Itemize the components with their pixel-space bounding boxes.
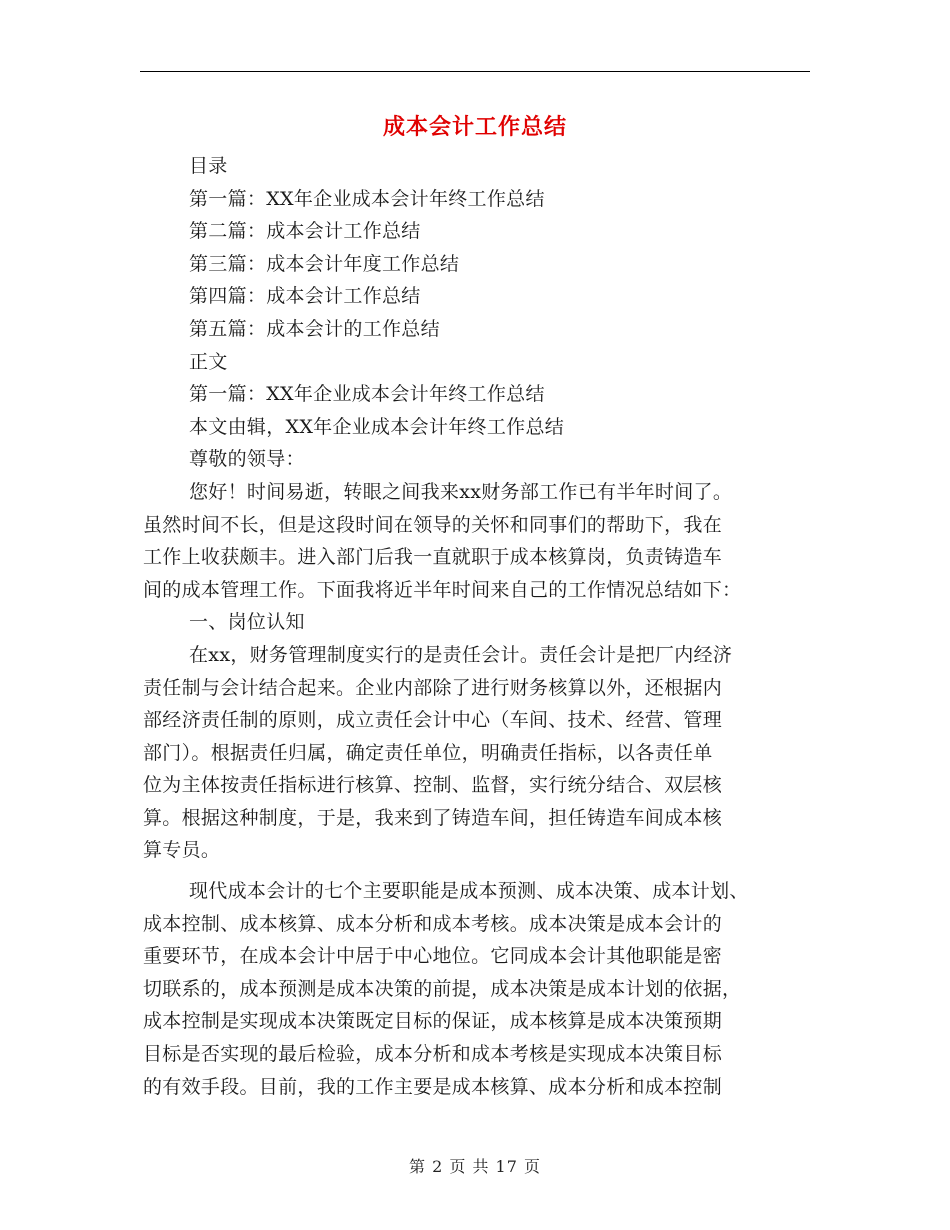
- paragraph-line: 在xx，财务管理制度实行的是责任会计。责任会计是把厂内经济: [189, 643, 733, 666]
- paragraph-line: 现代成本会计的七个主要职能是成本预测、成本决策、成本计划、: [189, 880, 749, 903]
- salutation: 尊敬的领导：: [189, 448, 305, 471]
- paragraph-line: 的有效手段。目前，我的工作主要是成本核算、成本分析和成本控制: [143, 1075, 723, 1098]
- section-heading: 一、岗位认知: [189, 611, 305, 634]
- paragraph-line: 算。根据这种制度，于是，我来到了铸造车间，担任铸造车间成本核: [143, 806, 723, 829]
- toc-item: 第二篇：成本会计工作总结: [189, 220, 421, 243]
- document-title: 成本会计工作总结: [382, 115, 567, 140]
- toc-item: 第四篇：成本会计工作总结: [189, 285, 421, 308]
- paragraph-line: 重要环节，在成本会计中居于中心地位。它同成本会计其他职能是密: [143, 945, 723, 968]
- intro-line: 本文由辑，XX年企业成本会计年终工作总结: [189, 415, 565, 438]
- paragraph-line: 部门）。根据责任归属，确定责任单位，明确责任指标，以各责任单: [143, 741, 713, 764]
- paragraph-line: 目标是否实现的最后检验，成本分析和成本考核是实现成本决策目标: [143, 1043, 723, 1066]
- paragraph-line: 成本控制是实现成本决策既定目标的保证，成本核算是成本决策预期: [143, 1010, 723, 1033]
- toc-heading: 目录: [189, 155, 228, 177]
- body-heading: 正文: [189, 350, 228, 373]
- paragraph-line: 成本控制、成本核算、成本分析和成本考核。成本决策是成本会计的: [143, 912, 723, 935]
- header-rule: [140, 71, 810, 72]
- paragraph-line: 算专员。: [143, 839, 221, 862]
- paragraph-gap: [143, 867, 815, 875]
- paragraph-line: 切联系的，成本预测是成本决策的前提，成本决策是成本计划的依据，: [143, 977, 742, 1000]
- paragraph-line: 工作上收获颇丰。进入部门后我一直就职于成本核算岗，负责铸造车: [143, 546, 723, 569]
- paragraph-line: 间的成本管理工作。下面我将近半年时间来自己的工作情况总结如下：: [143, 578, 742, 601]
- paragraph-line: 部经济责任制的原则，成立责任会计中心（车间、技术、经营、管理: [143, 709, 723, 732]
- paragraph-line: 您好！时间易逝，转眼之间我来xx财务部工作已有半年时间了。: [189, 480, 733, 503]
- toc-item: 第三篇：成本会计年度工作总结: [189, 252, 460, 275]
- article-title: 第一篇：XX年企业成本会计年终工作总结: [189, 383, 545, 406]
- paragraph-line: 位为主体按责任指标进行核算、控制、监督，实行统分结合、双层核: [143, 774, 723, 797]
- toc-item: 第五篇：成本会计的工作总结: [189, 317, 440, 340]
- document-body: [143, 150, 815, 1103]
- paragraph-line: 虽然时间不长，但是这段时间在领导的关怀和同事们的帮助下，我在: [143, 513, 723, 536]
- page-number: 第 2 页 共 17 页: [409, 1157, 541, 1176]
- paragraph-line: 责任制与会计结合起来。企业内部除了进行财务核算以外，还根据内: [143, 676, 723, 699]
- toc-item: 第一篇：XX年企业成本会计年终工作总结: [189, 187, 545, 210]
